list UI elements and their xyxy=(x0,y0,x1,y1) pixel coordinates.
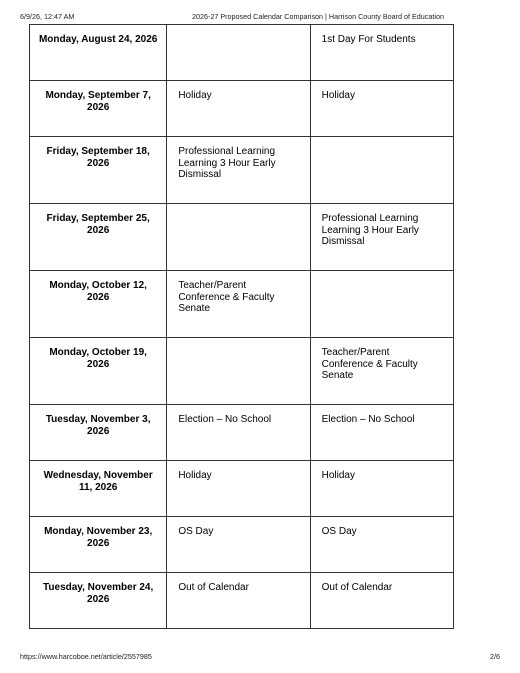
calendar-b-cell: 1st Day For Students xyxy=(310,25,453,81)
calendar-a-cell: Professional Learning Learning 3 Hour Early Dismissal xyxy=(167,137,310,204)
date-cell: Tuesday, November 24, 2026 xyxy=(30,573,167,629)
calendar-b-cell: Election – No School xyxy=(310,405,453,461)
date-cell: Friday, September 18, 2026 xyxy=(30,137,167,204)
calendar-a-cell: OS Day xyxy=(167,517,310,573)
date-cell: Monday, August 24, 2026 xyxy=(30,25,167,81)
table-row xyxy=(30,461,454,517)
calendar-a-cell: Holiday xyxy=(167,81,310,137)
calendar-b-cell xyxy=(310,271,453,338)
calendar-a-cell xyxy=(167,204,310,271)
calendar-a-cell: Election – No School xyxy=(167,405,310,461)
calendar-b-cell: Out of Calendar xyxy=(310,573,453,629)
calendar-b-cell: Professional Learning Learning 3 Hour Early Dismissal xyxy=(310,204,453,271)
calendar-b-cell: Teacher/Parent Conference & Faculty Senate xyxy=(310,338,453,405)
calendar-b-cell: Holiday xyxy=(310,81,453,137)
page-number: 2/6 xyxy=(490,652,500,661)
calendar-a-cell: Teacher/Parent Conference & Faculty Senate xyxy=(167,271,310,338)
calendar-b-cell xyxy=(310,137,453,204)
calendar-a-cell xyxy=(167,338,310,405)
date-cell: Tuesday, November 3, 2026 xyxy=(30,405,167,461)
date-cell: Monday, September 7, 2026 xyxy=(30,81,167,137)
table-row xyxy=(30,338,454,405)
table-row xyxy=(30,81,454,137)
table-row xyxy=(30,405,454,461)
print-page-title: 2026-27 Proposed Calendar Comparison | Harrison County Board of Education xyxy=(192,12,444,21)
calendar-b-cell: OS Day xyxy=(310,517,453,573)
page-url[interactable]: https://www.harcoboe.net/article/2557985 xyxy=(20,652,152,661)
date-cell: Monday, November 23, 2026 xyxy=(30,517,167,573)
print-datetime: 6/9/26, 12:47 AM xyxy=(20,12,75,21)
table-row xyxy=(30,204,454,271)
table-row xyxy=(30,517,454,573)
calendar-b-cell: Holiday xyxy=(310,461,453,517)
calendar-comparison-table xyxy=(29,24,454,629)
table-row xyxy=(30,573,454,629)
calendar-a-cell: Out of Calendar xyxy=(167,573,310,629)
table-row xyxy=(30,25,454,81)
print-header xyxy=(20,12,500,24)
date-cell: Wednesday, November 11, 2026 xyxy=(30,461,167,517)
date-cell: Friday, September 25, 2026 xyxy=(30,204,167,271)
calendar-a-cell: Holiday xyxy=(167,461,310,517)
date-cell: Monday, October 12, 2026 xyxy=(30,271,167,338)
table-row xyxy=(30,137,454,204)
date-cell: Monday, October 19, 2026 xyxy=(30,338,167,405)
table-row xyxy=(30,271,454,338)
calendar-a-cell xyxy=(167,25,310,81)
print-footer xyxy=(20,652,500,664)
